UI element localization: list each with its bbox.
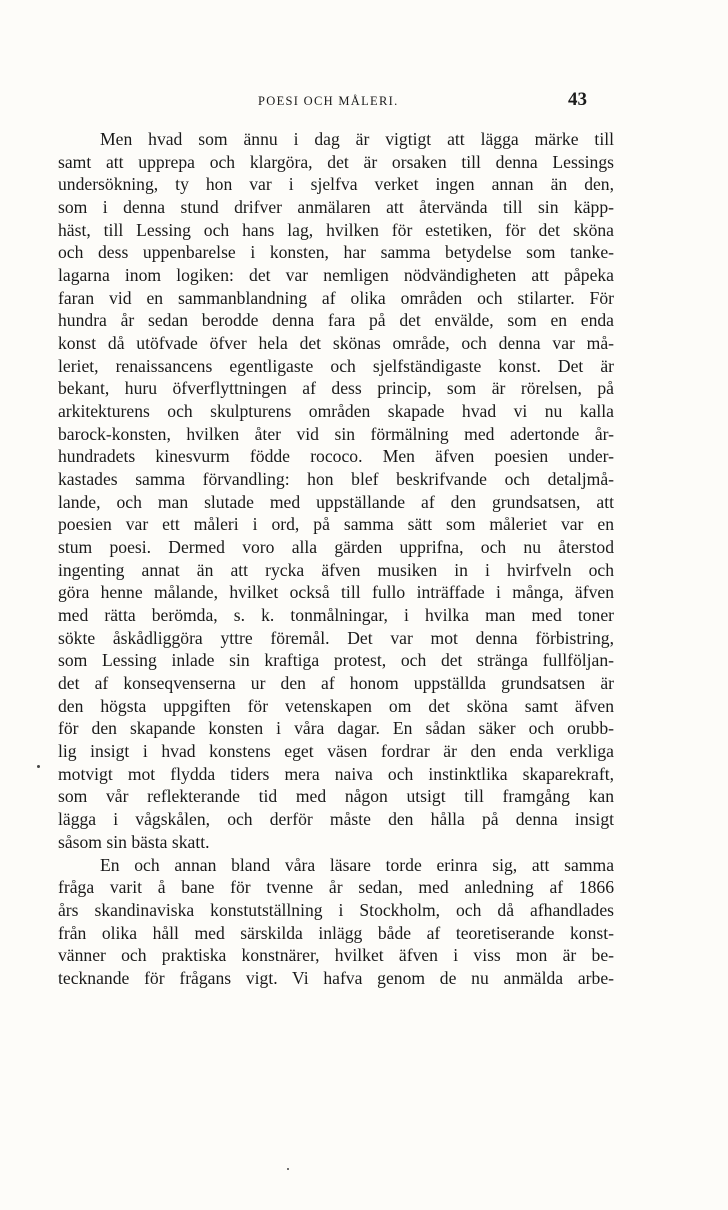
- text-line: poesien var ett måleri i ord, på samma sätt som måleriet var en: [58, 514, 614, 535]
- margin-speck: [37, 765, 40, 768]
- text-line: samt att upprepa och klargöra, det är orsaken till denna Lessings: [58, 151, 614, 172]
- text-line: faran vid en sammanblandning af olika områden och stilarter. För: [58, 287, 614, 308]
- text-line: barock-konsten, hvilken åter vid sin förmälning med adertonde år-: [58, 423, 614, 444]
- page-header: [0, 88, 728, 116]
- text-line: hundradets kinesvurm födde rococo. Men äfven poesien under-: [58, 446, 614, 467]
- text-line: för den skapande konsten i våra dagar. En sådan säker och orubb-: [58, 718, 614, 739]
- text-line: såsom sin bästa skatt.: [58, 831, 210, 852]
- text-line: som i denna stund drifver anmälaren att återvända till sin käpp-: [58, 197, 614, 218]
- text-line: fråga varit å bane för tvenne år sedan, med anledning af 1866: [58, 877, 614, 898]
- text-line: års skandinaviska konstutställning i Stockholm, och då afhandlades: [58, 899, 614, 920]
- text-line: vänner och praktiska konstnärer, hvilket äfven i viss mon är be-: [58, 945, 614, 966]
- text-line: stum poesi. Dermed voro alla gärden upprifna, och nu återstod: [58, 537, 614, 558]
- text-line: Men hvad som ännu i dag är vigtigt att lägga märke till: [100, 129, 614, 149]
- text-line: med rätta berömda, s. k. tonmålningar, i hvilka man med toner: [58, 605, 614, 626]
- text-line: En och annan bland våra läsare torde erinra sig, att samma: [100, 854, 614, 875]
- text-line: häst, till Lessing och hans lag, hvilken för estetiken, för det sköna: [58, 219, 614, 240]
- text-line: från olika håll med särskilda inlägg både af teoretiserande konst-: [58, 922, 614, 943]
- text-line: det af konseqvenserna ur den af honom uppställda grundsatsen är: [58, 673, 614, 694]
- text-line: lägga i vågskålen, och derför måste den hålla på denna insigt: [58, 809, 614, 830]
- running-title: POESI OCH MÅLERI.: [258, 94, 399, 108]
- body-text: [58, 128, 614, 990]
- text-line: som vår reflekterande tid med någon utsigt till framgång kan: [58, 786, 614, 807]
- text-line: kastades samma förvandling: hon blef beskrifvande och detaljmå-: [58, 469, 614, 490]
- text-line: som Lessing inlade sin kraftiga protest, och det stränga fullföljan-: [58, 650, 614, 671]
- text-line: hundra år sedan berodde denna fara på det envälde, som en enda: [58, 310, 614, 331]
- text-line: motvigt mot flydda tiders mera naiva och instinktlika skaparekraft,: [58, 763, 614, 784]
- text-line: konst då utöfvade öfver hela det skönas område, och denna var må-: [58, 333, 614, 354]
- text-line: göra henne målande, hvilket också till fullo inträffade i många, äfven: [58, 582, 614, 603]
- text-line: arkitekturens och skulpturens områden skapade hvad vi nu kalla: [58, 401, 614, 422]
- text-line: sökte åskådliggöra yttre föremål. Det var mot denna förbistring,: [58, 627, 614, 648]
- text-line: den högsta uppgiften för vetenskapen om det sköna samt äfven: [58, 695, 614, 716]
- text-line: lagarna inom logiken: det var nemligen nödvändigheten att påpeka: [58, 265, 614, 286]
- page-number: 43: [568, 89, 587, 110]
- text-line: bekant, huru öfverflyttningen af dess princip, som är rörelsen, på: [58, 378, 614, 399]
- text-line: undersökning, ty hon var i sjelfva verket ingen annan än den,: [58, 174, 614, 195]
- text-line: tecknande för frågans vigt. Vi hafva genom de nu anmälda arbe-: [58, 967, 614, 988]
- text-line: leriet, renaissancens egentligaste och sjelfständigaste konst. Det är: [58, 355, 614, 376]
- text-line: och dess uppenbarelse i konsten, har samma betydelse som tanke-: [58, 242, 614, 263]
- text-line: ingenting annat än att rycka äfven musiken in i hvirfveln och: [58, 559, 614, 580]
- text-line: lande, och man slutade med uppställande af den grundsatsen, att: [58, 491, 614, 512]
- text-line: lig insigt i hvad konstens eget väsen fordrar är den enda verkliga: [58, 741, 614, 762]
- bottom-speck: [287, 1168, 289, 1170]
